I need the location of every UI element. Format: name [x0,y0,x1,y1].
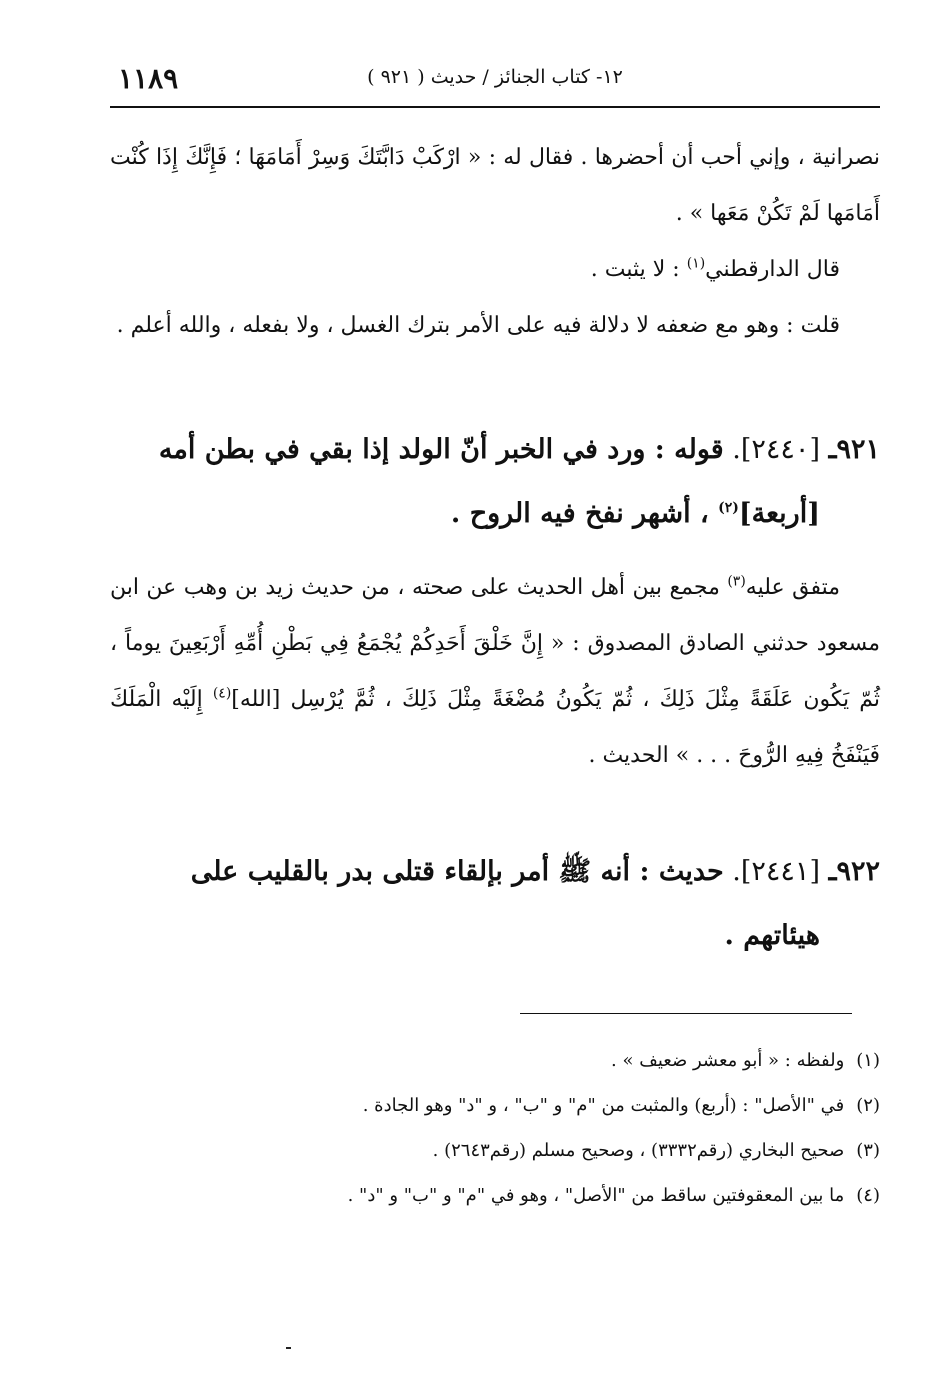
text-span: : لا يثبت . [590,257,687,282]
footnote-marker: (٤) [212,685,232,702]
text-span: مُضْغَةً مِثْلَ ذَلِكَ ، ثُمَّ يُرْسِل [الله] [231,687,546,712]
text-line: إِذَا كُنْت أَمَامَها لَمْ تَكُنْ مَعَها » . [110,145,880,226]
text-line: وهب عن ابن مسعود حدثني الصادق المصدوق : « إِنَّ خَلْقَ أَحَدِكُمْ [110,575,880,656]
footnote-number: (١) [856,1050,880,1071]
text-line: قلت : وهو مع ضعفه لا دلالة فيه على الأمر بترك الغسل ، ولا بفعله ، والله [178,313,840,338]
footnote-marker: (١) [686,255,706,272]
running-title: ١٢- كتاب الجنائز / حديث ( ٩٢١ ) [367,66,623,88]
footnote-item [110,1128,880,1173]
heading-reference: [٢٤٤٠]. [723,434,829,465]
text-span: إِلَيْه الْمَلَكَ فَيَنْفَخُ فِيهِ الرُّوحَ . . . » [110,687,880,768]
paragraph-darqutni [110,242,880,298]
text-span: مجمع بين أهل الحديث على صحته ، من حديث زيد بن [235,575,728,600]
text-line: أعلم . [116,313,172,338]
footnote-text: ولفظه : « أبو معشر ضعيف » . [611,1050,845,1071]
paragraph-hadith-end [110,130,880,242]
footnote-marker: (٣) [727,573,746,590]
text-line: الحديث . [588,743,669,768]
heading-number: ٩٢٢ـ [828,856,880,887]
footnote-number: (٢) [856,1095,880,1116]
paragraph-hadith-921 [110,560,880,784]
section-921-body [110,560,880,784]
page-number: ١١٨٩ [118,62,179,95]
section-continuation [110,130,880,354]
footnote-number: (٣) [856,1140,880,1161]
heading-text: ، أشهر نفخ فيه الروح . [450,498,719,529]
heading-921 [110,418,880,546]
footnote-number: (٤) [856,1185,880,1206]
heading-922 [110,840,880,968]
footnote-text: في "الأصل" : (أربع) والمثبت من "م" و "ب" ، و "د" وهو الجادة . [362,1095,845,1116]
footnote-item [110,1038,880,1083]
footnote-separator [520,1013,852,1014]
footnote-text: صحيح البخاري (رقم٣٣٣٢) ، وصحيح مسلم (رقم٢٦٤٣) . [432,1140,845,1161]
heading-text: [أربعة] [738,498,820,529]
footnote-item [110,1083,880,1128]
text-span: قال الدارقطني [705,257,840,282]
footnote-item [110,1173,880,1218]
text-line: نصرانية ، وإني أحب أن أحضرها . فقال له : « ارْكَبْ دَابَّتَكَ وَسِرْ أَمَامَهَا ؛ فَإِنَّكَ [185,145,880,170]
heading-number: ٩٢١ـ [828,434,880,465]
footnote-text: ما بين المعقوفتين ساقط من "الأصل" ، وهو في "م" و "ب" و "د" . [347,1185,845,1206]
scan-speck [286,1347,291,1349]
page-header [110,62,880,108]
paragraph-qultu [110,298,880,354]
heading-reference: [٢٤٤١]. [723,856,829,887]
heading-text: حديث : أنه ﷺ أمر بإلقاء قتلى بدر بالقليب على [190,856,724,887]
text-span: متفق عليه [745,575,840,600]
text-line: يُجْمَعُ فِي بَطْنِ أُمِّهِ أَرْبَعِينَ يوماً ، ثُمّ يَكُون عَلَقَةً مِثْلَ ذَلِكَ ، ثُمّ يَكُونُ [110,631,881,712]
footnotes [110,1038,880,1218]
footnote-marker: (٢) [718,500,739,516]
heading-text: قوله : ورد في الخبر أنّ الولد إذا بقي في بطن أمه [158,434,724,465]
heading-text: هيئاتهم . [724,920,820,951]
header-rule [110,106,880,108]
